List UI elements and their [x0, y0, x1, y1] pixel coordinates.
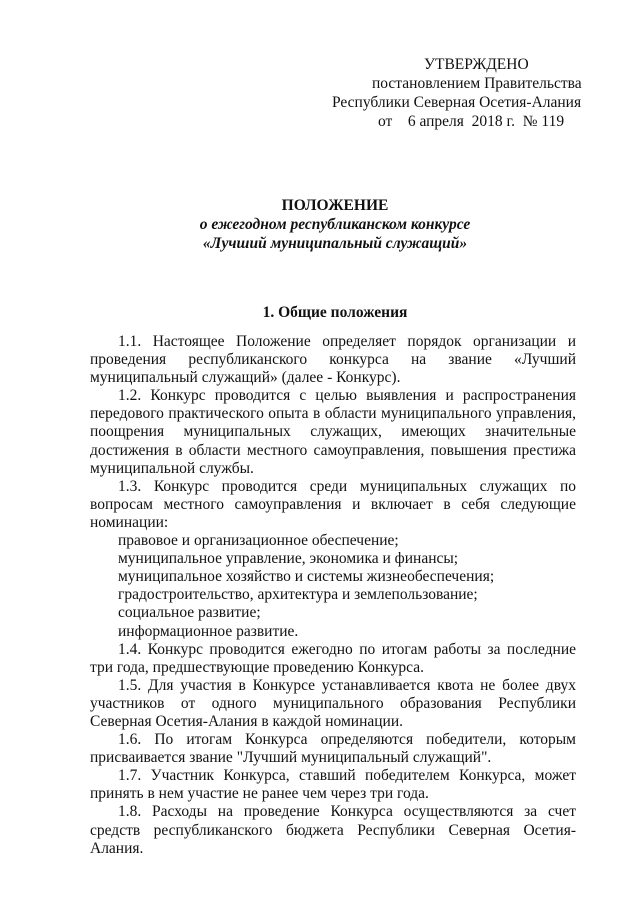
nomination-item: социальное развитие;	[118, 604, 261, 622]
document-title-subtitle-1: о ежегодном республиканском конкурсе	[199, 216, 471, 233]
paragraph-1-1: 1.1. Настоящее Положение определяет порядок организации и проведения республиканского конкурса на звание «Лучший муниципальный служащий» (далее - Конкурс).	[90, 333, 576, 387]
paragraph-1-6: 1.6. По итогам Конкурса определяются победители, которым присваивается звание "Лучший муниципальный служащий".	[90, 731, 576, 767]
paragraph-1-3: 1.3. Конкурс проводится среди муниципальных служащих по вопросам местного самоуправления и включает в себя следующие номинации:	[90, 477, 576, 531]
paragraph-1-2: 1.2. Конкурс проводится с целью выявления и распространения передового практического опыта в области муниципального управления, поощрения муниципальных служащих, имеющих значительные достижения в области местного самоуправления, повышения престижа муниципальной службы.	[90, 387, 576, 477]
paragraph-1-8: 1.8. Расходы на проведение Конкурса осуществляются за счет средств республиканского бюджета Республики Северная Осетия-Алания.	[90, 803, 576, 857]
nomination-item: правовое и организационное обеспечение;	[118, 532, 399, 550]
nomination-item: информационное развитие.	[118, 622, 299, 640]
section-heading: 1. Общие положения	[262, 304, 408, 321]
nomination-item: муниципальное управление, экономика и финансы;	[118, 550, 459, 568]
approval-stamp	[300, 55, 590, 131]
paragraph-1-7: 1.7. Участник Конкурса, ставший победителем Конкурса, может принять в нем участие не ранее чем через три года.	[90, 767, 576, 803]
approval-line-3: от 6 апреля 2018 г. № 119	[378, 113, 565, 130]
nomination-item: муниципальное хозяйство и системы жизнеобеспечения;	[118, 568, 495, 586]
nomination-item: градостроительство, архитектура и землепользование;	[118, 586, 478, 604]
approval-title: УТВЕРЖДЕНО	[424, 56, 529, 73]
approval-line-1: постановлением Правительства	[372, 75, 582, 92]
document-title-main: ПОЛОЖЕНИЕ	[281, 197, 389, 214]
approval-line-2: Республики Северная Осетия-Алания	[332, 94, 582, 111]
paragraph-1-4: 1.4. Конкурс проводится ежегодно по итогам работы за последние три года, предшествующие проведению Конкурса.	[90, 640, 576, 676]
paragraph-1-5: 1.5. Для участия в Конкурсе устанавливается квота не более двух участников от одного муниципального образования Республики Северная Осетия-Алания в каждой номинации.	[90, 676, 576, 730]
document-title	[110, 196, 560, 253]
document-body	[90, 333, 576, 858]
document-title-subtitle-2: «Лучший муниципальный служащий»	[202, 235, 468, 252]
